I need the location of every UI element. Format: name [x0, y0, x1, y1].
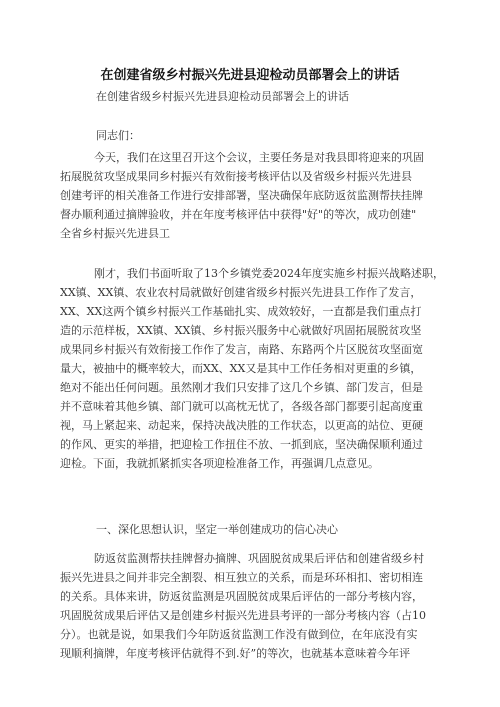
text-line: 的关系。具体来讲，防返贫监测是巩固脱贫成果后评估的一部分考核内容， — [60, 590, 423, 603]
paragraph-section-one — [60, 549, 450, 663]
document-title: 在创建省级乡村振兴先进县迎检动员部署会上的讲话 — [100, 68, 400, 83]
text-line: 成果同乡村振兴有效衔接工作作了发言，南路、东路两个片区脱贫攻坚面宽 — [60, 343, 423, 356]
document-subtitle: 在创建省级乡村振兴先进县迎检动员部署会上的讲话 — [96, 90, 349, 103]
text-line: 刚才，我们书面听取了13个乡镇党委2024年度实施乡村振兴战略述职， — [94, 267, 444, 280]
text-line: XX、XX这两个镇乡村振兴工作基础扎实、成效较好，一直都是我们重点打 — [60, 305, 422, 318]
text-line: 巩固脱贫成果后评估又是创建乡村振兴先进县考评的一部分考核内容（占10 — [60, 609, 426, 622]
text-line: XX镇、XX镇、农业农村局就做好创建省级乡村振兴先进县工作作了发言， — [60, 286, 422, 299]
text-line: 拓展脱贫攻坚成果同乡村振兴有效衔接考核评估以及省级乡村振兴先进县 — [60, 170, 412, 183]
text-line: 防返贫监测帮扶挂牌督办摘牌、巩固脱贫成果后评估和创建省级乡村 — [94, 552, 424, 565]
salutation: 同志们： — [96, 129, 140, 142]
text-line: 今天，我们在这里召开这个会议，主要任务是对我县即将迎来的巩固 — [94, 151, 424, 164]
text-line: 现顺利摘牌，年度考核评估就得不到.好”的等次，也就基本意味着今年评 — [60, 647, 411, 660]
text-line: 振兴先进县之间并非完全割裂、相互独立的关系，而是环环相扣、密切相连 — [60, 571, 423, 584]
text-line: 视，马上紧起来、动起来，保持决战决胜的工作状态，以更高的站位、更硬 — [60, 419, 423, 432]
text-line: 绝对不能出任何问题。虽然刚才我们只安排了这几个乡镇、部门发言，但是 — [60, 381, 423, 394]
text-line: 造的示范样板，XX镇、XX镇、乡村振兴服务中心就做好巩固拓展脱贫攻坚 — [60, 324, 422, 337]
text-line: 督办顺利通过摘牌验收，并在年度考核评估中获得"好"的等次，成功创建" — [60, 208, 417, 221]
paragraph-intro — [60, 148, 450, 243]
text-line: 的作风、更实的举措，把迎检工作扭住不放、一抓到底，坚决确保顺利通过 — [60, 438, 423, 451]
text-line: 迎检。下面，我就抓紧抓实各项迎检准备工作，再强调几点意见。 — [60, 457, 379, 470]
text-line: 创建考评的相关准备工作进行安排部署，坚决确保年底防返贫监测帮扶挂牌 — [60, 189, 423, 202]
text-line: 量大，被抽中的概率较大，而XX、XX又是其中工作任务相对更重的乡镇， — [60, 362, 422, 375]
text-line: 全省乡村振兴先进县工 — [60, 227, 170, 240]
section-heading: 一、深化思想认识，坚定一举创建成功的信心决心 — [96, 523, 338, 536]
text-line: 并不意味着其他乡镇、部门就可以高枕无忧了，各级各部门都要引起高度重 — [60, 400, 423, 413]
paragraph-review — [60, 264, 450, 473]
text-line: 分）。也就是说，如果我们今年防返贫监测工作没有做到位，在年底没有实 — [60, 628, 418, 641]
